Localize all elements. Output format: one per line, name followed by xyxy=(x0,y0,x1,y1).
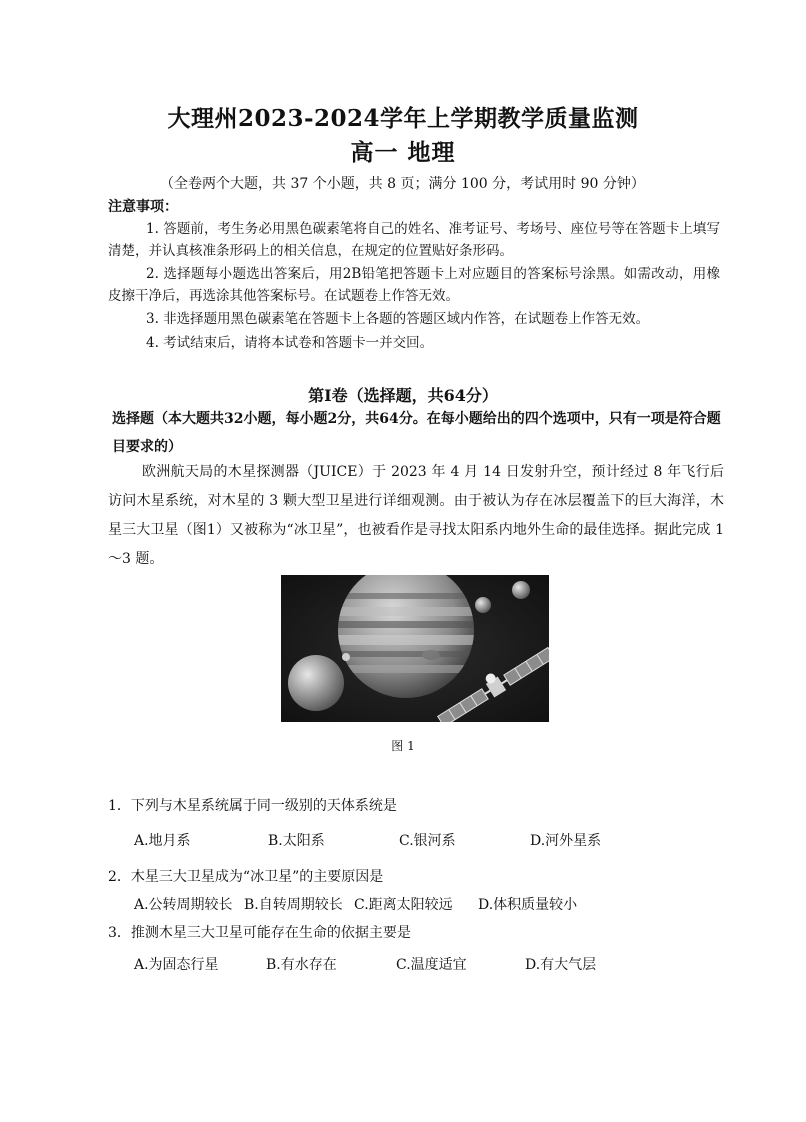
question-1-stem: 1．下列与木星系统属于同一级别的天体系统是 xyxy=(108,798,397,814)
question-2-stem: 2．木星三大卫星成为“冰卫星”的主要原因是 xyxy=(108,869,384,885)
jupiter-moons-illustration xyxy=(281,575,549,722)
notice-item-4: 4. 考试结束后，请将本试卷和答题卡一并交回。 xyxy=(146,335,434,351)
question-1-option-c: C.银河系 xyxy=(399,833,456,849)
exam-title: 大理州2023-2024学年上学期教学质量监测 xyxy=(167,105,639,132)
exam-subject: 高一 地理 xyxy=(350,139,456,166)
reading-passage: 欧洲航天局的木星探测器（JUICE）于 2023 年 4 月 14 日发射升空，预计经过 8 年飞行后访问木星系统，对木星的 3 颗大型卫星进行详细观测。由于被认为存在冰层覆盖下的巨大海洋，木星三大卫星（图1）又被称为“冰卫星”，也被看作是寻找太阳系内地外生命的最佳选择。据此完成 1～3 题。 xyxy=(108,464,724,567)
question-2-option-a: A.公转周期较长 xyxy=(134,897,233,913)
notice-heading: 注意事项： xyxy=(108,199,178,215)
notice-item-1: 1. 答题前，考生务必用黑色碳素笔将自己的姓名、准考证号、考场号、座位号等在答题卡上填写清楚，并认真核准条形码上的相关信息，在规定的位置贴好条形码。 xyxy=(108,221,720,259)
question-3-option-b: B.有水存在 xyxy=(266,957,337,973)
jupiter-moons-figure xyxy=(281,575,549,722)
section-intro: 选择题（本大题共32小题，每小题2分，共64分。在每小题给出的四个选项中，只有一项是符合题目要求的） xyxy=(112,411,721,455)
question-2-option-d: D.体积质量较小 xyxy=(478,897,578,913)
question-1-option-d: D.河外星系 xyxy=(530,833,602,849)
question-3-option-d: D.有大气层 xyxy=(525,957,597,973)
moon-large xyxy=(288,655,344,711)
question-2-option-b: B.自转周期较长 xyxy=(244,897,343,913)
moon-far xyxy=(512,581,530,599)
notice-item-3: 3. 非选择题用黑色碳素笔在答题卡上各题的答题区域内作答，在试题卷上作答无效。 xyxy=(146,311,650,327)
question-3-option-a: A.为固态行星 xyxy=(134,957,219,973)
exam-info: （全卷两个大题，共 37 个小题，共 8 页；满分 100 分，考试用时 90 分钟） xyxy=(160,176,645,192)
moon-small xyxy=(342,653,350,661)
question-1-option-a: A.地月系 xyxy=(134,833,191,849)
section-title: 第Ⅰ卷（选择题，共64分） xyxy=(308,386,498,405)
question-1-option-b: B.太阳系 xyxy=(268,833,325,849)
question-3-stem: 3．推测木星三大卫星可能存在生命的依据主要是 xyxy=(108,925,411,941)
notice-item-2: 2. 选择题每小题选出答案后，用2B铅笔把答题卡上对应题目的答案标号涂黑。如需改动，用橡皮擦干净后，再选涂其他答案标号。在试题卷上作答无效。 xyxy=(108,266,720,304)
figure-caption: 图 1 xyxy=(391,739,415,753)
question-2-option-c: C.距离太阳较远 xyxy=(354,897,453,913)
question-3-option-c: C.温度适宜 xyxy=(396,957,467,973)
moon-mid xyxy=(475,597,491,613)
